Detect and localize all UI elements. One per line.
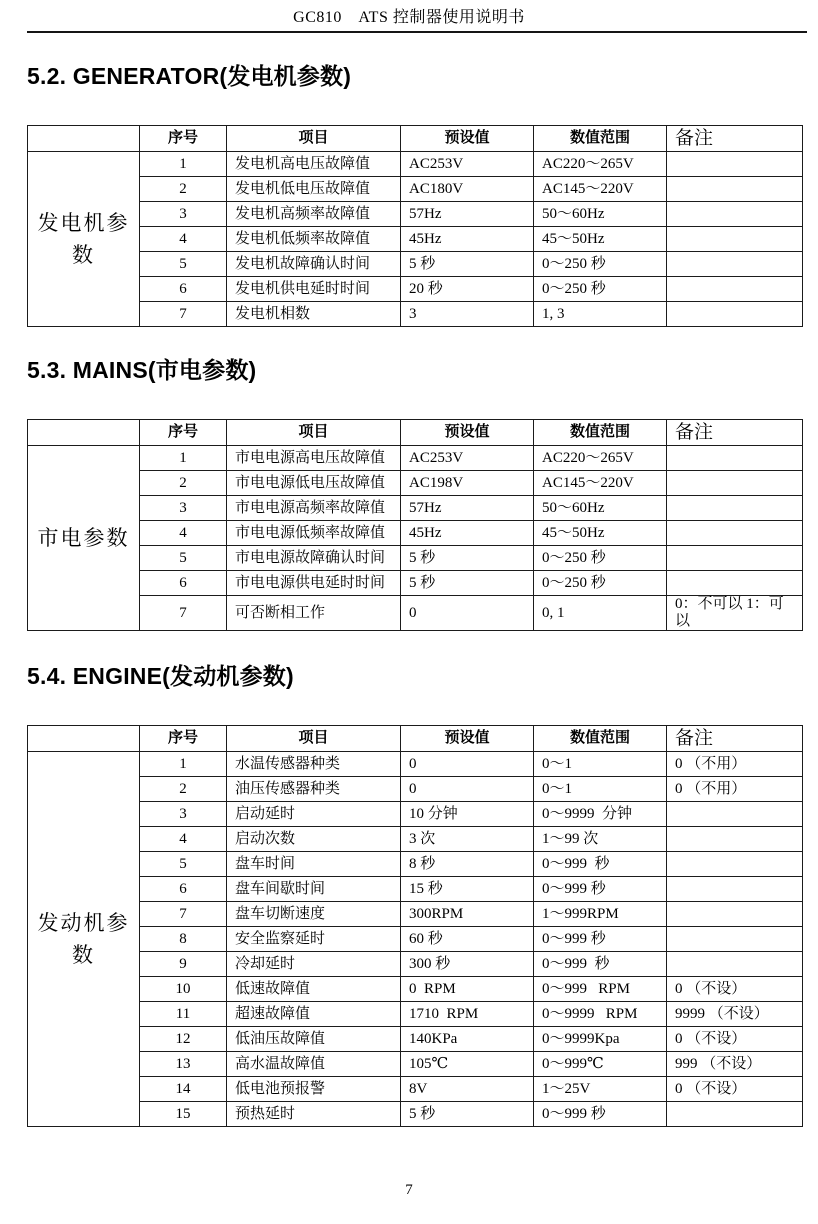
remark-cell [667, 446, 803, 471]
table-row [28, 546, 803, 571]
item-cell: 盘车切断速度 [227, 902, 401, 927]
row-number-cell: 2 [140, 777, 227, 802]
preset-value-cell: 8V [401, 1077, 534, 1102]
remark-cell [667, 571, 803, 596]
table-row [28, 302, 803, 327]
table-row [28, 1077, 803, 1102]
item-cell: 市电电源高电压故障值 [227, 446, 401, 471]
column-header-remark: 备注 [667, 420, 803, 446]
row-number-cell: 3 [140, 496, 227, 521]
preset-value-cell: AC253V [401, 446, 534, 471]
preset-value-cell: 10 分钟 [401, 802, 534, 827]
item-cell: 水温传感器种类 [227, 752, 401, 777]
preset-value-cell: 20 秒 [401, 277, 534, 302]
category-label: 市电参数 [28, 446, 140, 631]
item-cell: 预热延时 [227, 1102, 401, 1127]
remark-cell [667, 802, 803, 827]
item-cell: 油压传感器种类 [227, 777, 401, 802]
row-number-cell: 5 [140, 252, 227, 277]
preset-value-cell: 5 秒 [401, 546, 534, 571]
value-range-cell: 0～9999Kpa [534, 1027, 667, 1052]
item-cell: 启动延时 [227, 802, 401, 827]
item-cell: 发电机供电延时时间 [227, 277, 401, 302]
preset-value-cell: 15 秒 [401, 877, 534, 902]
remark-cell [667, 471, 803, 496]
remark-cell [667, 877, 803, 902]
row-number-cell: 2 [140, 177, 227, 202]
value-range-cell: 0～999 RPM [534, 977, 667, 1002]
preset-value-cell: AC253V [401, 152, 534, 177]
preset-value-cell: 0 [401, 596, 534, 631]
item-cell: 市电电源供电延时时间 [227, 571, 401, 596]
preset-value-cell: 5 秒 [401, 571, 534, 596]
column-header-item: 项目 [227, 420, 401, 446]
category-label: 发电机参数 [28, 152, 140, 327]
value-range-cell: AC145～220V [534, 177, 667, 202]
row-number-cell: 5 [140, 852, 227, 877]
column-header-no: 序号 [140, 420, 227, 446]
table-row [28, 852, 803, 877]
value-range-cell: AC220～265V [534, 152, 667, 177]
remark-cell [667, 302, 803, 327]
category-header-cell [28, 420, 140, 446]
row-number-cell: 9 [140, 952, 227, 977]
remark-cell [667, 902, 803, 927]
table-row [28, 227, 803, 252]
row-number-cell: 6 [140, 877, 227, 902]
section-title-mains: 5.3. MAINS(市电参数) [27, 357, 257, 383]
generator-table [27, 125, 803, 327]
remark-cell: 999 （不设） [667, 1052, 803, 1077]
table-row [28, 521, 803, 546]
value-range-cell: 0～999 秒 [534, 927, 667, 952]
table-row [28, 1027, 803, 1052]
table-row [28, 252, 803, 277]
value-range-cell: 0～1 [534, 777, 667, 802]
remark-cell [667, 252, 803, 277]
value-range-cell: 1～25V [534, 1077, 667, 1102]
row-number-cell: 4 [140, 521, 227, 546]
preset-value-cell: 57Hz [401, 202, 534, 227]
remark-cell: 0 （不设） [667, 1027, 803, 1052]
table-row [28, 977, 803, 1002]
row-number-cell: 6 [140, 277, 227, 302]
row-number-cell: 7 [140, 596, 227, 631]
engine-table [27, 725, 803, 1127]
preset-value-cell: 60 秒 [401, 927, 534, 952]
preset-value-cell: AC198V [401, 471, 534, 496]
value-range-cell: 45～50Hz [534, 227, 667, 252]
preset-value-cell: 3 次 [401, 827, 534, 852]
value-range-cell: 0～999 秒 [534, 852, 667, 877]
preset-value-cell: 57Hz [401, 496, 534, 521]
column-header-preset: 预设值 [401, 126, 534, 152]
table-row [28, 952, 803, 977]
item-cell: 市电电源低电压故障值 [227, 471, 401, 496]
preset-value-cell: 5 秒 [401, 252, 534, 277]
item-cell: 发电机低电压故障值 [227, 177, 401, 202]
preset-value-cell: 45Hz [401, 227, 534, 252]
header-rule [27, 31, 807, 33]
preset-value-cell: 300 秒 [401, 952, 534, 977]
preset-value-cell: 3 [401, 302, 534, 327]
row-number-cell: 14 [140, 1077, 227, 1102]
remark-cell [667, 496, 803, 521]
column-header-range: 数值范围 [534, 420, 667, 446]
value-range-cell: 0, 1 [534, 596, 667, 631]
row-number-cell: 1 [140, 446, 227, 471]
column-header-preset: 预设值 [401, 726, 534, 752]
remark-cell [667, 852, 803, 877]
remark-cell [667, 952, 803, 977]
item-cell: 超速故障值 [227, 1002, 401, 1027]
row-number-cell: 13 [140, 1052, 227, 1077]
column-header-remark: 备注 [667, 726, 803, 752]
section-title-generator: 5.2. GENERATOR(发电机参数) [27, 63, 352, 89]
item-cell: 发电机高电压故障值 [227, 152, 401, 177]
table-row [28, 827, 803, 852]
remark-cell [667, 277, 803, 302]
remark-cell [667, 152, 803, 177]
remark-cell [667, 177, 803, 202]
item-cell: 低油压故障值 [227, 1027, 401, 1052]
value-range-cell: AC220～265V [534, 446, 667, 471]
row-number-cell: 11 [140, 1002, 227, 1027]
row-number-cell: 5 [140, 546, 227, 571]
value-range-cell: 1～99 次 [534, 827, 667, 852]
column-header-item: 项目 [227, 126, 401, 152]
remark-cell: 0 （不设） [667, 977, 803, 1002]
preset-value-cell: 0 [401, 752, 534, 777]
value-range-cell: 0～999 秒 [534, 952, 667, 977]
column-header-remark: 备注 [667, 126, 803, 152]
table-row [28, 202, 803, 227]
value-range-cell: 0～999 秒 [534, 877, 667, 902]
preset-value-cell: 45Hz [401, 521, 534, 546]
preset-value-cell: 0 [401, 777, 534, 802]
item-cell: 发电机相数 [227, 302, 401, 327]
value-range-cell: 50～60Hz [534, 496, 667, 521]
table-row [28, 877, 803, 902]
remark-cell [667, 227, 803, 252]
column-header-item: 项目 [227, 726, 401, 752]
row-number-cell: 6 [140, 571, 227, 596]
value-range-cell: 0～1 [534, 752, 667, 777]
item-cell: 安全监察延时 [227, 927, 401, 952]
page-header-title: GC810 ATS 控制器使用说明书 [293, 9, 525, 26]
table-row [28, 496, 803, 521]
row-number-cell: 1 [140, 152, 227, 177]
table-row [28, 752, 803, 777]
table-row [28, 927, 803, 952]
page-header [0, 0, 818, 33]
table-row [28, 152, 803, 177]
item-cell: 盘车时间 [227, 852, 401, 877]
row-number-cell: 1 [140, 752, 227, 777]
value-range-cell: 0～250 秒 [534, 277, 667, 302]
remark-cell: 9999 （不设） [667, 1002, 803, 1027]
remark-cell [667, 827, 803, 852]
table-row [28, 777, 803, 802]
item-cell: 低电池预报警 [227, 1077, 401, 1102]
item-cell: 高水温故障值 [227, 1052, 401, 1077]
row-number-cell: 7 [140, 302, 227, 327]
table-header-row [28, 726, 803, 752]
item-cell: 发电机高频率故障值 [227, 202, 401, 227]
row-number-cell: 10 [140, 977, 227, 1002]
table-row [28, 571, 803, 596]
preset-value-cell: 0 RPM [401, 977, 534, 1002]
value-range-cell: 0～250 秒 [534, 546, 667, 571]
table-row [28, 1102, 803, 1127]
item-cell: 启动次数 [227, 827, 401, 852]
column-header-no: 序号 [140, 726, 227, 752]
preset-value-cell: 8 秒 [401, 852, 534, 877]
value-range-cell: 1～999RPM [534, 902, 667, 927]
column-header-range: 数值范围 [534, 726, 667, 752]
item-cell: 发电机低频率故障值 [227, 227, 401, 252]
preset-value-cell: 105℃ [401, 1052, 534, 1077]
item-cell: 可否断相工作 [227, 596, 401, 631]
preset-value-cell: 300RPM [401, 902, 534, 927]
remark-cell [667, 927, 803, 952]
table-row [28, 177, 803, 202]
table-header-row [28, 420, 803, 446]
preset-value-cell: 1710 RPM [401, 1002, 534, 1027]
value-range-cell: 0～999 秒 [534, 1102, 667, 1127]
value-range-cell: 45～50Hz [534, 521, 667, 546]
remark-cell: 0：不可以 1：可以 [667, 596, 803, 631]
remark-cell [667, 1102, 803, 1127]
category-header-cell [28, 726, 140, 752]
value-range-cell: 1, 3 [534, 302, 667, 327]
value-range-cell: 0～999℃ [534, 1052, 667, 1077]
table-row [28, 277, 803, 302]
column-header-no: 序号 [140, 126, 227, 152]
row-number-cell: 3 [140, 202, 227, 227]
category-label: 发动机参数 [28, 752, 140, 1127]
preset-value-cell: 140KPa [401, 1027, 534, 1052]
item-cell: 低速故障值 [227, 977, 401, 1002]
value-range-cell: 0～9999 RPM [534, 1002, 667, 1027]
row-number-cell: 7 [140, 902, 227, 927]
preset-value-cell: AC180V [401, 177, 534, 202]
page-number: 7 [405, 1182, 413, 1198]
section-title-engine: 5.4. ENGINE(发动机参数) [27, 663, 294, 689]
item-cell: 市电电源低频率故障值 [227, 521, 401, 546]
remark-cell [667, 521, 803, 546]
item-cell: 市电电源故障确认时间 [227, 546, 401, 571]
item-cell: 市电电源高频率故障值 [227, 496, 401, 521]
row-number-cell: 8 [140, 927, 227, 952]
item-cell: 盘车间歇时间 [227, 877, 401, 902]
value-range-cell: 0～250 秒 [534, 571, 667, 596]
table-row [28, 471, 803, 496]
remark-cell [667, 546, 803, 571]
column-header-preset: 预设值 [401, 420, 534, 446]
table-header-row [28, 126, 803, 152]
row-number-cell: 2 [140, 471, 227, 496]
row-number-cell: 12 [140, 1027, 227, 1052]
item-cell: 发电机故障确认时间 [227, 252, 401, 277]
preset-value-cell: 5 秒 [401, 1102, 534, 1127]
remark-cell [667, 202, 803, 227]
value-range-cell: AC145～220V [534, 471, 667, 496]
row-number-cell: 4 [140, 227, 227, 252]
remark-cell: 0 （不用） [667, 752, 803, 777]
value-range-cell: 50～60Hz [534, 202, 667, 227]
category-header-cell [28, 126, 140, 152]
table-row [28, 1002, 803, 1027]
table-row [28, 802, 803, 827]
value-range-cell: 0～250 秒 [534, 252, 667, 277]
table-row [28, 1052, 803, 1077]
value-range-cell: 0～9999 分钟 [534, 802, 667, 827]
table-row [28, 446, 803, 471]
table-row [28, 596, 803, 631]
row-number-cell: 4 [140, 827, 227, 852]
remark-cell: 0 （不用） [667, 777, 803, 802]
item-cell: 冷却延时 [227, 952, 401, 977]
mains-table [27, 419, 803, 631]
column-header-range: 数值范围 [534, 126, 667, 152]
remark-cell: 0 （不设） [667, 1077, 803, 1102]
table-row [28, 902, 803, 927]
row-number-cell: 3 [140, 802, 227, 827]
row-number-cell: 15 [140, 1102, 227, 1127]
